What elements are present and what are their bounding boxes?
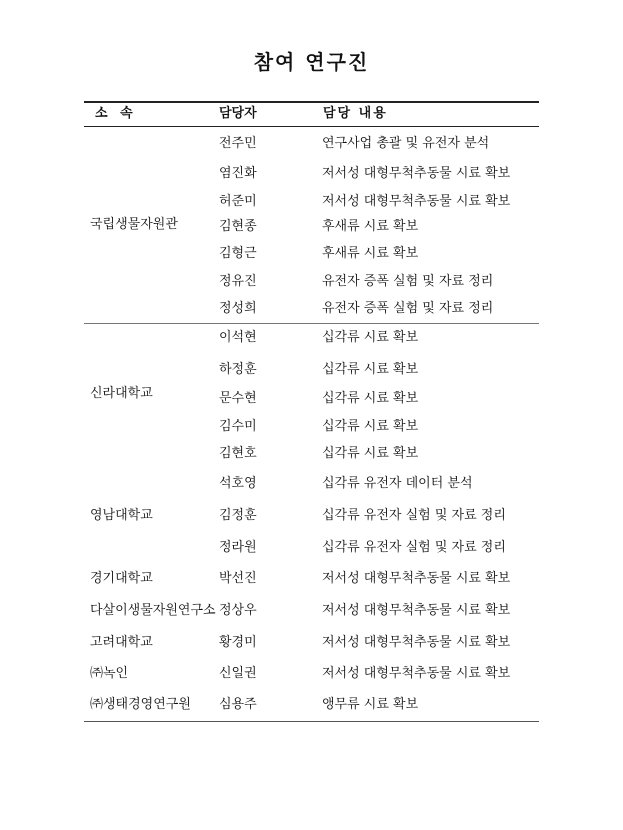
person-cell: 심용주 xyxy=(219,697,257,712)
duty-cell: 십각류 유전자 실험 및 자료 정리 xyxy=(322,540,506,555)
person-cell: 정성희 xyxy=(219,301,257,316)
affiliation-cell: 다살이생물자원연구소 xyxy=(90,603,216,618)
person-cell: 정유진 xyxy=(219,274,257,289)
affiliation-cell: 경기대학교 xyxy=(90,571,153,586)
person-cell: 허준미 xyxy=(219,194,257,209)
group-separator-rule xyxy=(84,323,539,324)
duty-cell: 십각류 시료 확보 xyxy=(322,391,419,406)
affiliation-cell: 신라대학교 xyxy=(90,386,153,401)
duty-cell: 저서성 대형무척추동물 시료 확보 xyxy=(322,194,511,209)
duty-cell: 십각류 시료 확보 xyxy=(322,330,419,345)
table-top-rule xyxy=(84,101,539,103)
person-cell: 정상우 xyxy=(219,603,257,618)
person-cell: 신일권 xyxy=(219,666,257,681)
affiliation-cell: ㈜녹인 xyxy=(90,666,129,681)
duty-cell: 저서성 대형무척추동물 시료 확보 xyxy=(322,666,511,681)
table-bottom-rule xyxy=(84,721,539,722)
duty-cell: 후새류 시료 확보 xyxy=(322,246,419,261)
affiliation-cell: 영남대학교 xyxy=(90,508,153,523)
person-cell: 석호영 xyxy=(219,476,257,491)
person-cell: 전주민 xyxy=(219,136,257,151)
duty-cell: 저서성 대형무척추동물 시료 확보 xyxy=(322,166,511,181)
duty-cell: 저서성 대형무척추동물 시료 확보 xyxy=(322,571,511,586)
duty-cell: 후새류 시료 확보 xyxy=(322,219,419,234)
person-cell: 김정훈 xyxy=(219,508,257,523)
duty-cell: 저서성 대형무척추동물 시료 확보 xyxy=(322,603,511,618)
header-person: 담당자 xyxy=(219,106,257,121)
affiliation-cell: 고려대학교 xyxy=(90,635,153,650)
person-cell: 정라원 xyxy=(219,540,257,555)
duty-cell: 십각류 시료 확보 xyxy=(322,362,419,377)
person-cell: 김현호 xyxy=(219,446,257,461)
affiliation-cell: 국립생물자원관 xyxy=(90,217,178,232)
duty-cell: 저서성 대형무척추동물 시료 확보 xyxy=(322,635,511,650)
duty-cell: 십각류 유전자 실험 및 자료 정리 xyxy=(322,508,506,523)
person-cell: 김형근 xyxy=(219,246,257,261)
duty-cell: 유전자 증폭 실험 및 자료 정리 xyxy=(322,274,494,289)
person-cell: 황경미 xyxy=(219,635,257,650)
duty-cell: 십각류 유전자 데이터 분석 xyxy=(322,476,473,491)
duty-cell: 십각류 시료 확보 xyxy=(322,446,419,461)
affiliation-cell: ㈜생태경영연구원 xyxy=(90,697,191,712)
person-cell: 박선진 xyxy=(219,571,257,586)
table-header-rule xyxy=(84,126,539,127)
person-cell: 문수현 xyxy=(219,391,257,406)
header-duty: 담당 내용 xyxy=(323,106,388,121)
person-cell: 김수미 xyxy=(219,419,257,434)
header-affiliation: 소 속 xyxy=(95,106,137,121)
duty-cell: 앵무류 시료 확보 xyxy=(322,697,419,712)
duty-cell: 연구사업 총괄 및 유전자 분석 xyxy=(322,136,490,151)
duty-cell: 유전자 증폭 실험 및 자료 정리 xyxy=(322,301,494,316)
duty-cell: 십각류 시료 확보 xyxy=(322,419,419,434)
person-cell: 하정훈 xyxy=(219,362,257,377)
person-cell: 이석현 xyxy=(219,330,257,345)
page-title: 참여 연구진 xyxy=(253,50,370,74)
person-cell: 염진화 xyxy=(219,166,257,181)
person-cell: 김현종 xyxy=(219,219,257,234)
